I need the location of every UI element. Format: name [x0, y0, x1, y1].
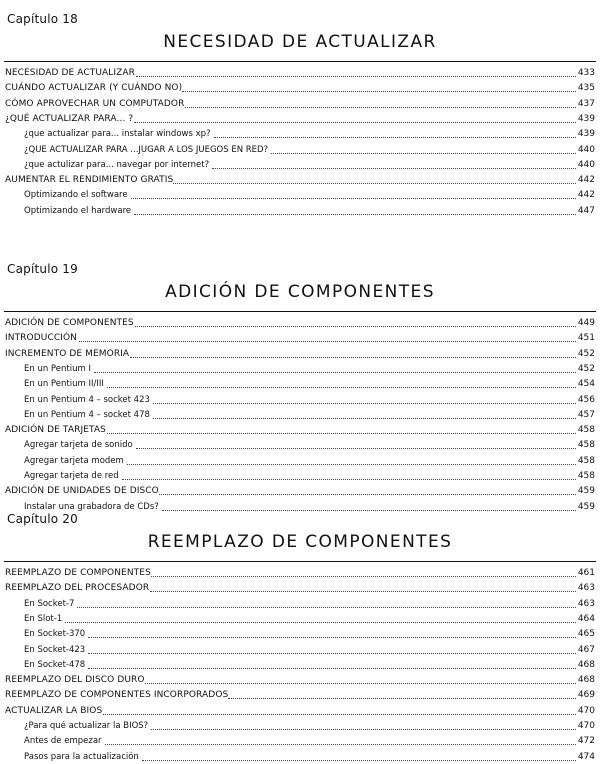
chapter-divider — [4, 561, 596, 562]
toc-entry-title: Instalar una grabadora de CDs? — [24, 501, 159, 512]
dot-leader — [173, 182, 576, 184]
toc-entry[interactable] — [0, 97, 600, 111]
toc-page-number: 459 — [577, 501, 595, 512]
dot-leader — [134, 213, 576, 215]
dot-leader — [88, 652, 576, 654]
dot-leader — [145, 682, 576, 684]
toc-page-number: 449 — [577, 318, 595, 328]
toc-subentry[interactable] — [0, 127, 600, 141]
toc-subentry[interactable] — [0, 362, 600, 376]
chapter-divider — [4, 311, 596, 312]
dot-leader — [135, 325, 576, 327]
toc-entry-title: INCREMENTO DE MEMORIA — [5, 348, 130, 359]
toc-page-number: 464 — [577, 613, 595, 624]
toc-subentry[interactable] — [0, 719, 600, 733]
dot-leader — [65, 621, 576, 623]
toc-page-number: 467 — [577, 644, 595, 655]
toc-page-number: 459 — [577, 486, 595, 497]
chapter-title: ADICIÓN DE COMPONENTES — [165, 282, 435, 302]
toc-entry-title: En un Pentium II/III — [24, 379, 104, 390]
toc-entry[interactable] — [0, 704, 600, 718]
toc-subentry[interactable] — [0, 377, 600, 391]
dot-leader — [162, 509, 576, 511]
toc-entry-title: NECESIDAD DE ACTUALIZAR — [5, 68, 136, 78]
dot-leader — [94, 371, 576, 373]
dot-leader — [151, 728, 576, 730]
chapter-divider — [4, 61, 596, 62]
toc-subentry[interactable] — [0, 734, 600, 748]
toc-page-number: 437 — [577, 98, 595, 109]
toc-page-number: 440 — [577, 144, 595, 155]
toc-entry[interactable] — [0, 112, 600, 126]
toc-subentry[interactable] — [0, 158, 600, 172]
toc-page-number: 463 — [577, 598, 595, 609]
toc-entry-title: ADICIÓN DE UNIDADES DE DISCO — [5, 486, 159, 497]
dot-leader — [136, 447, 576, 449]
toc-page-number: 472 — [577, 736, 595, 747]
chapter-label: Capítulo 20 — [7, 512, 78, 526]
toc-subentry[interactable] — [0, 597, 600, 611]
dot-leader — [136, 75, 576, 77]
dot-leader — [130, 356, 576, 358]
toc-subentry[interactable] — [0, 643, 600, 657]
dot-leader — [103, 713, 576, 715]
toc-page-number: 442 — [577, 175, 595, 186]
toc-entry[interactable] — [0, 673, 600, 687]
toc-entry-title: CUÁNDO ACTUALIZAR (Y CUÁNDO NO) — [5, 83, 183, 94]
dot-leader — [77, 606, 576, 608]
toc-page-number: 439 — [577, 129, 595, 140]
dot-leader — [212, 167, 576, 169]
toc-entry-title: ¿QUE ACTUALIZAR PARA ...JUGAR A LOS JUEGOS EN RED? — [24, 144, 269, 155]
toc-page-number: 451 — [577, 333, 595, 344]
toc-subentry[interactable] — [0, 454, 600, 468]
toc-entry-title: ¿Para qué actualizar la BIOS? — [24, 721, 149, 731]
toc-entry-title: Agregar tarjeta modem — [24, 455, 124, 466]
toc-page-number: 433 — [577, 68, 595, 78]
toc-entry-title: ¿que actualizar para... instalar windows xp? — [24, 129, 211, 140]
dot-leader — [134, 121, 576, 123]
dot-leader — [107, 386, 576, 388]
toc-entry-title: Agregar tarjeta de sonido — [24, 440, 133, 451]
toc-page-number: 447 — [577, 205, 595, 216]
toc-entry-title: En Socket-370 — [24, 629, 86, 640]
toc-entry-title: ADICIÓN DE COMPONENTES — [5, 318, 134, 328]
dot-leader — [122, 478, 576, 480]
toc-subentry[interactable] — [0, 750, 600, 764]
toc-page-number: 458 — [577, 425, 595, 436]
toc-entry-title: REEMPLAZO DEL DISCO DURO — [5, 675, 145, 686]
toc-entry[interactable] — [0, 688, 600, 702]
toc-entry-title: ACTUALIZAR LA BIOS — [5, 705, 103, 716]
toc-entry-title: En un Pentium 4 – socket 423 — [24, 394, 150, 405]
toc-subentry[interactable] — [0, 143, 600, 157]
chapter-title: REEMPLAZO DE COMPONENTES — [147, 532, 453, 552]
toc-entry[interactable] — [0, 581, 600, 595]
toc-page-number: 456 — [577, 394, 595, 405]
toc-entry-title: ADICIÓN DE TARJETAS — [5, 425, 106, 436]
toc-entry-title: Pasos para la actualización — [24, 751, 139, 762]
toc-subentry[interactable] — [0, 204, 600, 218]
toc-subentry[interactable] — [0, 469, 600, 483]
dot-leader — [271, 152, 576, 154]
toc-subentry[interactable] — [0, 393, 600, 407]
toc-subentry[interactable] — [0, 188, 600, 202]
toc-page-number: 474 — [577, 751, 595, 762]
toc-page-number: 470 — [577, 721, 595, 731]
toc-entry-title: En un Pentium 4 – socket 478 — [24, 409, 150, 420]
toc-entry-title: ¿que actulizar para... navegar por internet? — [24, 159, 210, 170]
toc-entry-title: En Socket-478 — [24, 659, 86, 670]
dot-leader — [159, 493, 576, 495]
toc-subentry[interactable] — [0, 658, 600, 672]
dot-leader — [88, 667, 576, 669]
toc-entry-title: Optimizando el hardware — [24, 205, 132, 216]
dot-leader — [88, 636, 576, 638]
toc-subentry[interactable] — [0, 408, 600, 422]
toc-page-number: 458 — [577, 455, 595, 466]
toc-entry[interactable] — [0, 81, 600, 95]
dot-leader — [182, 90, 576, 92]
toc-page-number: 452 — [577, 363, 595, 374]
toc-subentry[interactable] — [0, 500, 600, 514]
dot-leader — [127, 463, 576, 465]
toc-page-number: 435 — [577, 83, 595, 94]
toc-page-number: 469 — [577, 690, 595, 701]
dot-leader — [79, 340, 576, 342]
dot-leader — [214, 136, 576, 138]
toc-entry-title: En Socket-423 — [24, 644, 86, 655]
toc-page-number: 458 — [577, 471, 595, 481]
toc-page-number: 465 — [577, 629, 595, 640]
toc-page-number: 439 — [577, 113, 595, 124]
toc-entry-title: Antes de empezar — [24, 736, 102, 747]
toc-page-number: 468 — [577, 675, 595, 686]
toc-entry-title: ¿QUÉ ACTUALIZAR PARA... ? — [5, 113, 134, 124]
toc-entry[interactable] — [0, 566, 600, 580]
toc-entry[interactable] — [0, 66, 600, 80]
dot-leader — [131, 197, 576, 199]
dot-leader — [228, 697, 576, 699]
dot-leader — [142, 759, 576, 761]
toc-page-number: 440 — [577, 159, 595, 170]
toc-entry-title: En un Pentium I — [24, 363, 91, 374]
toc-entry[interactable] — [0, 173, 600, 187]
toc-entry[interactable] — [0, 331, 600, 345]
toc-entry-title: En Socket-7 — [24, 598, 75, 609]
toc-page-number: 452 — [577, 348, 595, 359]
dot-leader — [151, 575, 576, 577]
toc-subentry[interactable] — [0, 438, 600, 452]
toc-subentry[interactable] — [0, 612, 600, 626]
chapter-title: NECESIDAD DE ACTUALIZAR — [163, 32, 437, 52]
toc-entry[interactable] — [0, 347, 600, 361]
toc-entry-title: AUMENTAR EL RENDIMIENTO GRATIS — [5, 175, 174, 186]
dot-leader — [150, 590, 576, 592]
toc-page-number: 461 — [577, 568, 595, 578]
toc-entry-title: CÓMO APROVECHAR UN COMPUTADOR — [5, 98, 185, 109]
toc-entry[interactable] — [0, 316, 600, 330]
dot-leader — [105, 743, 576, 745]
toc-entry-title: REEMPLAZO DEL PROCESADOR — [5, 583, 150, 594]
toc-page-number: 457 — [577, 409, 595, 420]
chapter-label: Capítulo 18 — [7, 12, 78, 26]
toc-entry-title: Agregar tarjeta de red — [24, 471, 119, 481]
toc-entry-title: REEMPLAZO DE COMPONENTES INCORPORADOS — [5, 690, 229, 701]
toc-page-number: 454 — [577, 379, 595, 390]
toc-entry[interactable] — [0, 423, 600, 437]
dot-leader — [153, 402, 576, 404]
toc-page-number: 470 — [577, 705, 595, 716]
toc-entry-title: INTRODUCCIÓN — [5, 333, 77, 344]
toc-page-number: 442 — [577, 190, 595, 201]
toc-page-number: 468 — [577, 659, 595, 670]
toc-entry-title: Optimizando el software — [24, 190, 128, 201]
dot-leader — [153, 417, 576, 419]
toc-entry-title: REEMPLAZO DE COMPONENTES — [5, 568, 151, 578]
toc-entry[interactable] — [0, 484, 600, 498]
chapter-label: Capítulo 19 — [7, 262, 78, 276]
toc-page-number: 463 — [577, 583, 595, 594]
dot-leader — [185, 106, 576, 108]
toc-entry-title: En Slot-1 — [24, 613, 63, 624]
dot-leader — [107, 432, 576, 434]
toc-subentry[interactable] — [0, 627, 600, 641]
toc-page-number: 458 — [577, 440, 595, 451]
